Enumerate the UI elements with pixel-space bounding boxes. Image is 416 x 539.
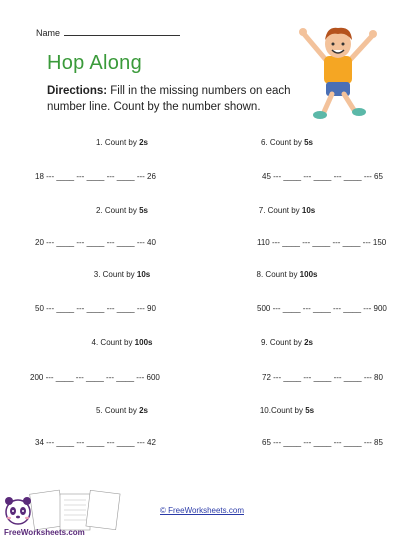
- problem-label: 2. Count by: [95, 206, 140, 215]
- problem-heading: [52, 338, 192, 347]
- problem-heading: [52, 270, 192, 279]
- problem-step: 100s: [134, 338, 153, 347]
- problem-label: 6. Count by: [260, 138, 305, 147]
- number-line[interactable]: 45 --- ____ --- ____ --- ____ --- 65: [262, 172, 383, 181]
- footer-link[interactable]: © FreeWorksheets.com: [160, 506, 244, 515]
- problem-step: 10s: [301, 206, 316, 215]
- problem-heading: [217, 138, 357, 147]
- problem-heading: [52, 206, 192, 215]
- name-field[interactable]: [64, 26, 180, 36]
- problem-heading: [217, 338, 357, 347]
- page-title: Hop Along: [47, 52, 142, 74]
- problem-step: 5s: [304, 138, 314, 147]
- problem-label: 1. Count by: [95, 138, 140, 147]
- problem-step: 2s: [139, 406, 149, 415]
- problem-heading: [217, 406, 357, 415]
- problem-step: 100s: [299, 270, 318, 279]
- directions: [47, 83, 307, 115]
- problem-label: 10.Count by: [259, 406, 306, 415]
- problem-step: 2s: [139, 138, 149, 147]
- problem-label: 3. Count by: [93, 270, 137, 279]
- problem-heading: [52, 138, 192, 147]
- problem-label: 7. Count by: [258, 206, 302, 215]
- freeworksheets-logo: [2, 488, 152, 538]
- number-line[interactable]: 500 --- ____ --- ____ --- ____ --- 900: [257, 304, 387, 313]
- problem-step: 2s: [304, 338, 314, 347]
- problem-step: 10s: [136, 270, 151, 279]
- number-line[interactable]: 20 --- ____ --- ____ --- ____ --- 40: [35, 238, 156, 247]
- directions-label: Directions:: [47, 85, 108, 97]
- number-line[interactable]: 34 --- ____ --- ____ --- ____ --- 42: [35, 438, 156, 447]
- problem-heading: [217, 270, 357, 279]
- number-line[interactable]: 110 --- ____ --- ____ --- ____ --- 150: [257, 238, 387, 247]
- number-line[interactable]: 18 --- ____ --- ____ --- ____ --- 26: [35, 172, 156, 181]
- problem-label: 5. Count by: [95, 406, 140, 415]
- name-label: Name: [36, 28, 61, 38]
- number-line[interactable]: 200 --- ____ --- ____ --- ____ --- 600: [30, 373, 160, 382]
- problem-heading: [217, 206, 357, 215]
- problem-heading: [52, 406, 192, 415]
- number-line[interactable]: 65 --- ____ --- ____ --- ____ --- 85: [262, 438, 383, 447]
- problem-step: 5s: [305, 406, 315, 415]
- problem-step: 5s: [139, 206, 149, 215]
- directions-text: Fill in the missing numbers on each number line. Count by the number shown.: [47, 85, 291, 113]
- logo-text: FreeWorksheets.com: [4, 528, 85, 537]
- jumping-boy-illustration: [296, 20, 380, 124]
- name-row: [36, 26, 180, 38]
- problem-label: 4. Count by: [91, 338, 135, 347]
- problem-label: 8. Count by: [256, 270, 300, 279]
- number-line[interactable]: 72 --- ____ --- ____ --- ____ --- 80: [262, 373, 383, 382]
- problem-label: 9. Count by: [260, 338, 305, 347]
- number-line[interactable]: 50 --- ____ --- ____ --- ____ --- 90: [35, 304, 156, 313]
